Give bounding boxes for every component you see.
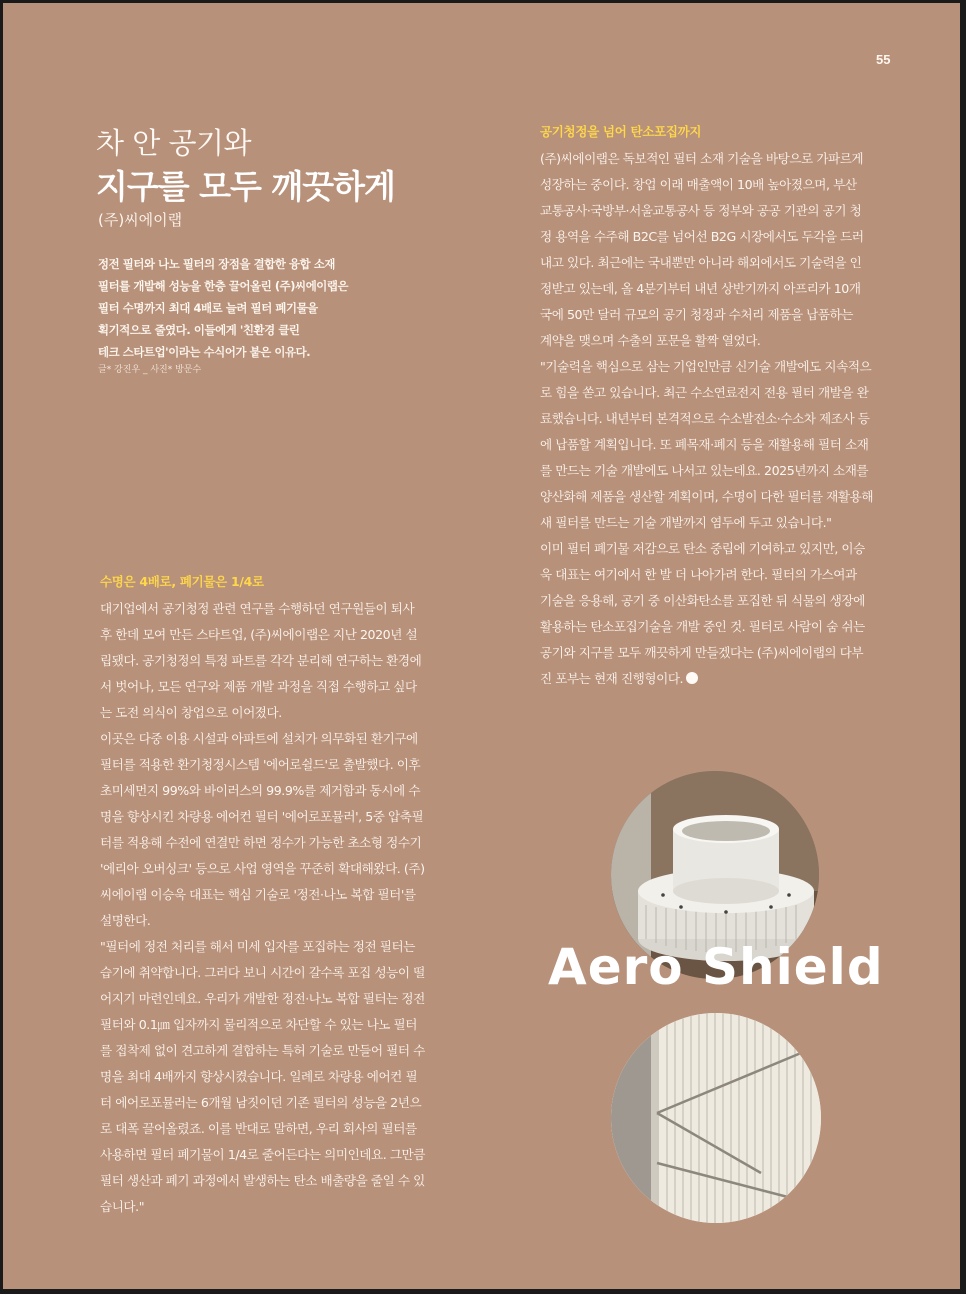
body-line: 는 도전 의식이 창업으로 이어졌다. [100,705,282,720]
body-line: 후 한데 모여 만든 스타트업, (주)씨에이랩은 지난 2020년 설 [100,627,418,642]
body-line: 공기와 지구를 모두 깨끗하게 만들겠다는 (주)씨에이랩의 다부 [540,645,864,660]
body-line: 초미세먼지 99%와 바이러스의 99.9%를 제거함과 동시에 수 [100,783,421,798]
body-line: 터를 적용해 수전에 연결만 하면 정수가 가능한 초소형 정수기 [100,835,422,850]
section-1-heading: 수명은 4배로, 폐기물은 1/4로 [100,574,264,589]
body-line: 로 대폭 끌어올렸죠. 이를 반대로 말하면, 우리 회사의 필터를 [100,1121,417,1136]
body-line: 성장하는 중이다. 창업 이래 매출액이 10배 높아졌으며, 부산 [540,177,857,192]
body-line: 교통공사·국방부·서울교통공사 등 정부와 공공 기관의 공기 청 [540,203,862,218]
body-line: 터 에어로포뮬러는 6개월 남짓이던 기존 필터의 성능을 2년으 [100,1095,422,1110]
lead-line: 정전 필터와 나노 필터의 장점을 결합한 융합 소재 [98,257,336,271]
section-2-heading: 공기청정을 넘어 탄소포집까지 [540,124,702,139]
body-line: "기술력을 핵심으로 삼는 기업인만큼 신기술 개발에도 지속적으 [540,359,872,374]
body-line: 활용하는 탄소포집기술을 개발 중인 것. 필터로 사람이 숨 쉬는 [540,619,865,634]
body-line: 새 필터를 만드는 기술 개발까지 염두에 두고 있습니다." [540,515,832,530]
body-line: "필터에 정전 처리를 해서 미세 입자를 포집하는 정전 필터는 [100,939,415,954]
body-line: 필터와 0.1㎛ 입자까지 물리적으로 차단할 수 있는 나노 필터 [100,1017,417,1032]
body-line: 필터 생산과 폐기 과정에서 발생하는 탄소 배출량을 줄일 수 있 [100,1173,425,1188]
body-line: (주)씨에이랩은 독보적인 필터 소재 기술을 바탕으로 가파르게 [540,151,864,166]
body-line: 명을 최대 4배까지 향상시켰습니다. 일례로 차량용 에어컨 필 [100,1069,418,1084]
article-title-line-1: 차 안 공기와 [96,126,252,160]
body-line: 욱 대표는 여기에서 한 발 더 나아가려 한다. 필터의 가스여과 [540,567,857,582]
body-line: 명을 향상시킨 차량용 에어컨 필터 '에어로포뮬러', 5중 압축필 [100,809,424,824]
body-line: 로 힘을 쏟고 있습니다. 최근 수소연료전지 전용 필터 개발을 완 [540,385,869,400]
body-line: 습니다." [100,1199,145,1214]
section-2-body [540,146,900,692]
brand-text-aero-shield: Aero Shield [548,938,884,996]
body-line: 대기업에서 공기청정 관련 연구를 수행하던 연구원들이 퇴사 [100,601,415,616]
section-1-body [100,596,460,1220]
body-line: 필터를 적용한 환기청정시스템 '에어로쉴드'로 출발했다. 이후 [100,757,421,772]
company-name: (주)씨에이랩 [98,211,183,229]
body-line: 서 벗어나, 모든 연구와 제품 개발 과정을 직접 수행하고 싶다 [100,679,417,694]
page-number: 55 [876,52,891,67]
body-line: 를 접착제 없이 견고하게 결합하는 특허 기술로 만들어 필터 수 [100,1043,425,1058]
magazine-page [3,3,960,1289]
body-line: 내고 있다. 최근에는 국내뿐만 아니라 해외에서도 기술력을 인 [540,255,862,270]
body-line [540,666,900,692]
body-line: 정 용역을 수주해 B2C를 넘어선 B2G 시장에서도 두각을 드러 [540,229,864,244]
body-line: 료했습니다. 내년부터 본격적으로 수소발전소·수소차 제조사 등 [540,411,870,426]
article-title-line-2: 지구를 모두 깨끗하게 [96,167,395,206]
body-line: 계약을 맺으며 수출의 포문을 활짝 열었다. [540,333,761,348]
body-line: 설명한다. [100,913,151,928]
body-line: 에 납품할 계획입니다. 또 폐목재·폐지 등을 재활용해 필터 소재 [540,437,869,452]
body-line: 국에 50만 달러 규모의 공기 청정과 수처리 제품을 납품하는 [540,307,854,322]
body-line: 사용하면 필터 폐기물이 1/4로 줄어든다는 의미인데요. 그만큼 [100,1147,425,1162]
body-line: 기술을 응용해, 공기 중 이산화탄소를 포집한 뒤 식물의 생장에 [540,593,865,608]
end-mark-icon [686,672,698,684]
lead-line: 필터 수명까지 최대 4배로 늘려 필터 폐기물을 [98,301,318,315]
body-line: 정받고 있는데, 올 4분기부터 내년 상반기까지 아프리카 10개 [540,281,861,296]
body-line: 씨에이랩 이승욱 대표는 핵심 기술로 '정전·나노 복합 필터'를 [100,887,416,902]
body-line: 이미 필터 폐기물 저감으로 탄소 중립에 기여하고 있지만, 이승 [540,541,865,556]
pleated-filter-illustration [611,1013,821,1223]
body-line: 습기에 취약합니다. 그러다 보니 시간이 갈수록 포집 성능이 떨 [100,965,425,980]
body-line: 어지기 마련인데요. 우리가 개발한 정전·나노 복합 필터는 정전 [100,991,425,1006]
lead-paragraph [98,253,388,363]
lead-line: 필터를 개발해 성능을 한층 끌어올린 (주)씨에이랩은 [98,279,349,293]
byline-credit: 글* 강진우 _ 사진* 방문수 [98,365,202,375]
lead-line: 테크 스타트업'이라는 수식어가 붙은 이유다. [98,345,311,359]
body-line: '에리아 오버싱크' 등으로 사업 영역을 꾸준히 확대해왔다. (주) [100,861,425,876]
product-photo-pleated-filter [611,1013,821,1223]
body-line: 립됐다. 공기청정의 특정 파트를 각각 분리해 연구하는 환경에 [100,653,422,668]
body-line: 양산화해 제품을 생산할 계획이며, 수명이 다한 필터를 재활용해 [540,489,874,504]
body-line: 를 만드는 기술 개발에도 나서고 있는데요. 2025년까지 소재를 [540,463,869,478]
body-line-text: 진 포부는 현재 진행형이다. [540,671,684,686]
body-line: 이곳은 다중 이용 시설과 아파트에 설치가 의무화된 환기구에 [100,731,418,746]
lead-line: 획기적으로 줄였다. 이들에게 '친환경 클린 [98,323,300,337]
